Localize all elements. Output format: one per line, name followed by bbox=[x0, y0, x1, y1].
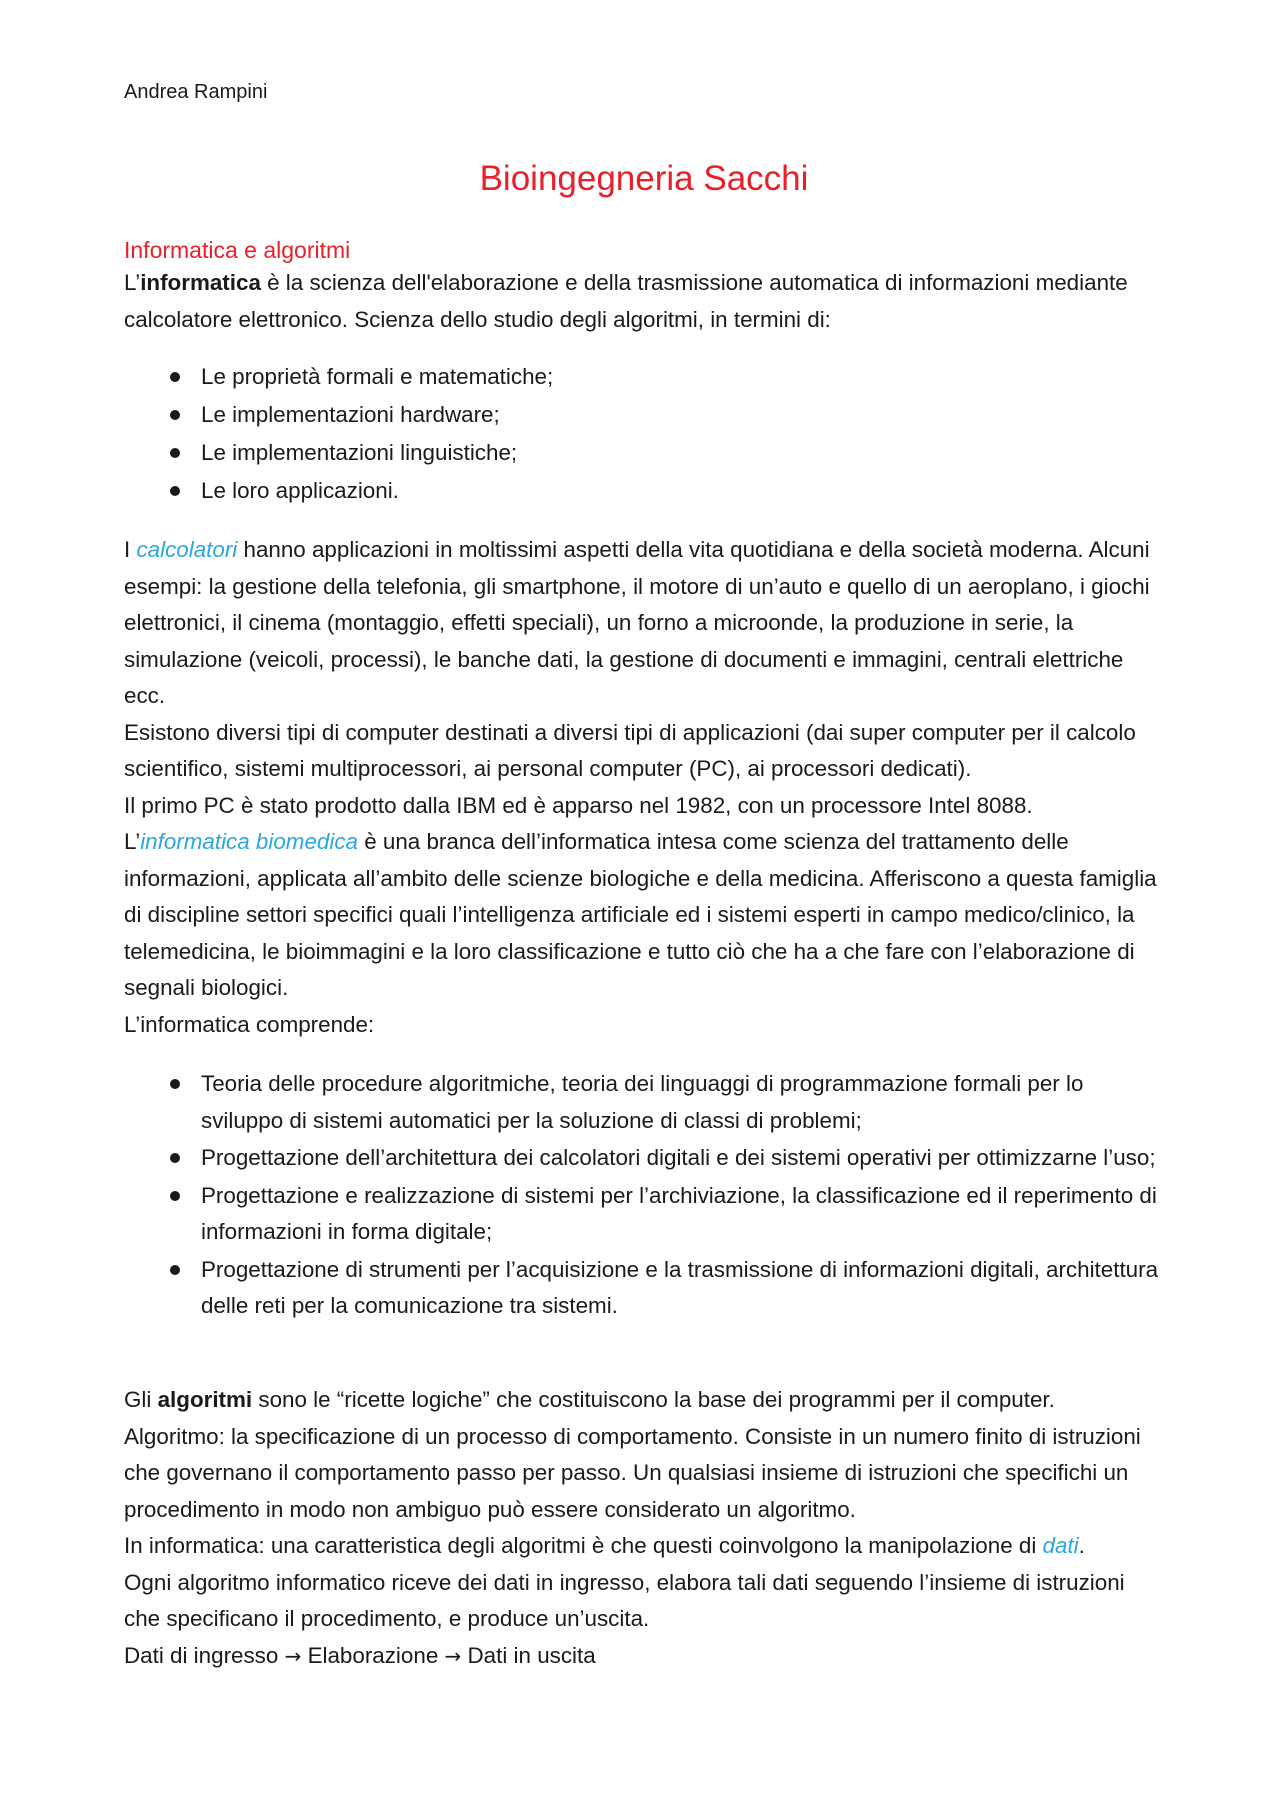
data-flow-line bbox=[124, 1638, 1164, 1675]
list-item: Le implementazioni linguistiche; bbox=[124, 435, 1164, 472]
text-fragment: sono le “ricette logiche” che costituiscono la base dei programmi per il computer. bbox=[252, 1387, 1055, 1412]
text-fragment: è una branca dell’informatica intesa come scienza del trattamento delle informazioni, applicata all’ambito delle scienze biologiche e della medicina. Afferiscono a questa famiglia di discipline settori specifici quali l’intelligenza artificiale ed i sistemi esperti in campo medico/clinico, la telemedicina, le bioimmagini e la loro classificazione e tutto ciò che ha a che fare con l’elaborazione di segnali biologici. bbox=[124, 829, 1157, 1000]
calcolatori-section bbox=[124, 532, 1164, 1043]
algoritmo-definition: Algoritmo: la specificazione di un processo di comportamento. Consiste in un numero finito di istruzioni che governano il comportamento passo per passo. Un qualsiasi insieme di istruzioni che specifichi un procedimento in modo non ambiguo può essere considerato un algoritmo. bbox=[124, 1423, 1141, 1522]
author-name: Andrea Rampini bbox=[124, 81, 268, 103]
flow-output: Dati in uscita bbox=[467, 1642, 596, 1668]
arrow-right-icon: → bbox=[284, 1643, 302, 1668]
arrow-right-icon: → bbox=[444, 1643, 462, 1668]
flow-input: Dati di ingresso bbox=[124, 1642, 279, 1668]
informatica-biomedica-term: informatica biomedica bbox=[140, 829, 358, 854]
text-fragment: I bbox=[124, 537, 137, 562]
intro-text: è la scienza dell'elaborazione e della trasmissione automatica di informazioni mediante calcolatore elettronico. Scienza dello studio degli algoritmi, in termini di: bbox=[124, 270, 1128, 332]
list-item: Le proprietà formali e matematiche; bbox=[124, 359, 1164, 396]
list-item: Le implementazioni hardware; bbox=[124, 397, 1164, 434]
list-item: Progettazione e realizzazione di sistemi per l’archiviazione, la classificazione ed il reperimento di informazioni in forma digitale; bbox=[124, 1178, 1164, 1251]
intro-prefix: L’ bbox=[124, 270, 141, 295]
algoritmi-section bbox=[124, 1382, 1164, 1674]
calcolatori-paragraph bbox=[124, 532, 1164, 715]
section-heading: Informatica e algoritmi bbox=[124, 237, 351, 263]
flow-processing: Elaborazione bbox=[307, 1642, 439, 1668]
list-item: Teoria delle procedure algoritmiche, teoria dei linguaggi di programmazione formali per lo sviluppo di sistemi automatici per la soluzione di classi di problemi; bbox=[124, 1066, 1164, 1139]
intro-bold-term: informatica bbox=[140, 270, 261, 295]
intro-paragraph bbox=[124, 265, 1164, 338]
first-pc-paragraph: Il primo PC è stato prodotto dalla IBM ed è apparso nel 1982, con un processore Intel 8088. bbox=[124, 792, 1033, 818]
computer-types-paragraph: Esistono diversi tipi di computer destinati a diversi tipi di applicazioni (dai super computer per il calcolo scientifico, sistemi multiprocessori, ai personal computer (PC), ai processori dedicati). bbox=[124, 719, 1136, 781]
dati-term: dati bbox=[1042, 1533, 1079, 1558]
input-output-paragraph: Ogni algoritmo informatico riceve dei dati in ingresso, elabora tali dati seguendo l’insieme di istruzioni che specificano il procedimento, e produce un’uscita. bbox=[124, 1569, 1125, 1631]
comprende-line: L’informatica comprende: bbox=[124, 1011, 375, 1037]
list-item: Progettazione dell’architettura dei calcolatori digitali e dei sistemi operativi per ottimizzarne l’uso; bbox=[124, 1140, 1164, 1177]
text-fragment: Gli bbox=[124, 1387, 158, 1412]
text-fragment: L’ bbox=[124, 829, 141, 854]
biomedical-paragraph bbox=[124, 824, 1164, 1007]
document-title: Bioingegneria Sacchi bbox=[479, 159, 809, 198]
text-fragment: In informatica: una caratteristica degli algoritmi è che questi coinvolgono la manipolazione di bbox=[124, 1533, 1043, 1558]
text-fragment: hanno applicazioni in moltissimi aspetti della vita quotidiana e della società moderna. Alcuni esempi: la gestione della telefonia, gli smartphone, il motore di un’auto e quello di un aeroplano, i giochi elettronici, il cinema (montaggio, effetti speciali), un forno a microonde, la produzione in serie, la simulazione (veicoli, processi), le banche dati, la gestione di documenti e immagini, centrali elettriche ecc. bbox=[124, 537, 1150, 708]
list-item: Le loro applicazioni. bbox=[124, 473, 1164, 510]
text-fragment: . bbox=[1078, 1533, 1085, 1558]
dati-paragraph bbox=[124, 1528, 1164, 1565]
properties-list bbox=[124, 359, 1164, 511]
informatica-topics-list bbox=[124, 1066, 1164, 1326]
algoritmi-paragraph bbox=[124, 1382, 1164, 1419]
calcolatori-term: calcolatori bbox=[136, 537, 238, 562]
algoritmi-bold-term: algoritmi bbox=[157, 1387, 253, 1412]
list-item: Progettazione di strumenti per l’acquisizione e la trasmissione di informazioni digitali, architettura delle reti per la comunicazione tra sistemi. bbox=[124, 1252, 1164, 1325]
